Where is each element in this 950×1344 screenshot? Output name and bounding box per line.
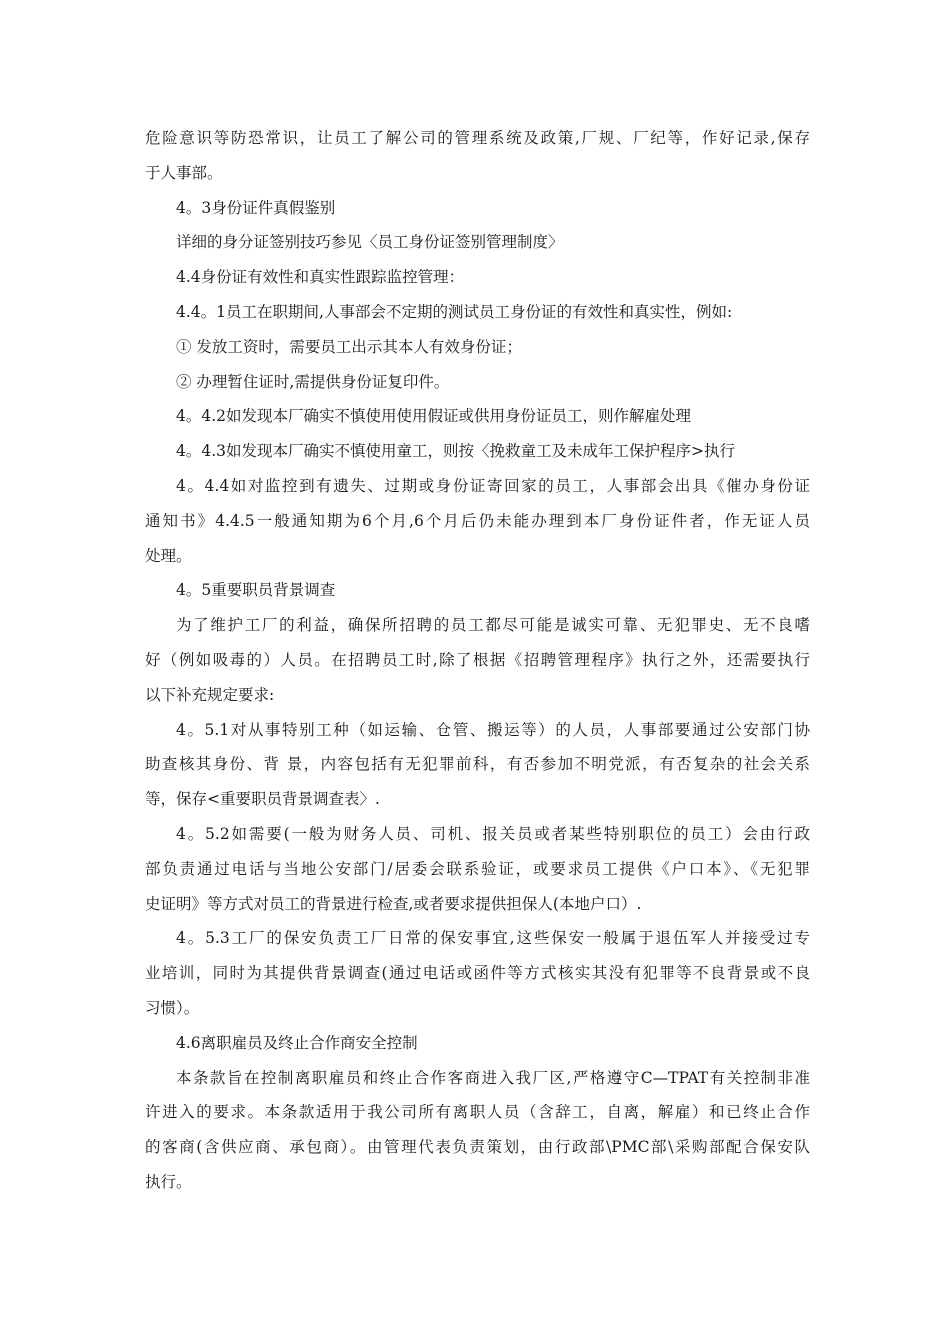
- text-line: 4。5.1对从事特别工种（如运输、仓管、搬运等）的人员，人事部要通过公安部门协: [176, 720, 810, 739]
- text-line: ① 发放工资时，需要员工出示其本人有效身份证；: [176, 337, 522, 356]
- text-line: 4。4.3如发现本厂确实不慎使用童工，则按〈挽救童工及未成年工保护程序>执行: [176, 442, 736, 461]
- text-line: 通知书》4.4.5一般通知期为6个月,6个月后仍未能办理到本厂身份证件者，作无证人员: [145, 511, 810, 530]
- text-line: 于人事部。: [145, 163, 223, 182]
- text-line: 好（例如吸毒的）人员。在招聘员工时,除了根据《招聘管理程序》执行之外，还需要执行: [145, 650, 810, 669]
- text-line: 助查核其身份、背 景，内容包括有无犯罪前科，有否参加不明党派，有否复杂的社会关系: [145, 755, 810, 774]
- text-line: 详细的身分证签别技巧参见〈员工身份证签别管理制度〉: [176, 233, 564, 252]
- text-line: 处理。: [145, 546, 192, 565]
- text-line: 执行。: [145, 1172, 192, 1191]
- text-line: 等，保存<重要职员背景调查表〉.: [145, 790, 380, 809]
- document-page: [145, 121, 810, 1200]
- text-line: 4.4身份证有效性和真实性跟踪监控管理：: [176, 268, 465, 287]
- text-line: 4。4.2如发现本厂确实不慎使用使用假证或供用身份证员工，则作解雇处理: [176, 407, 692, 426]
- text-line: 习惯）。: [145, 998, 200, 1017]
- text-line: 危险意识等防恐常识，让员工了解公司的管理系统及政策,厂规、厂纪等，作好记录,保存: [145, 129, 810, 147]
- text-line: 4.6离职雇员及终止合作商安全控制: [176, 1033, 418, 1052]
- text-line: 4。5.2如需要(一般为财务人员、司机、报关员或者某些特别职位的员工）会由行政: [176, 824, 810, 843]
- text-line: 4。5.3工厂的保安负责工厂日常的保安事宜,这些保安一般属于退伍军人并接受过专: [176, 929, 810, 948]
- text-line: 为了维护工厂的利益，确保所招聘的员工都尽可能是诚实可靠、无犯罪史、无不良嗜: [176, 616, 810, 635]
- text-line: 史证明》等方式对员工的背景进行检查,或者要求提供担保人(本地户口）.: [145, 894, 642, 913]
- text-line: 4。4.4如对监控到有遗失、过期或身份证寄回家的员工，人事部会出具《催办身份证: [176, 476, 810, 495]
- text-line: 4。3身份证件真假鉴别: [176, 198, 336, 217]
- text-line: 业培训，同时为其提供背景调查(通过电话或函件等方式核实其没有犯罪等不良背景或不良: [145, 964, 810, 983]
- text-line: 4。5重要职员背景调查: [176, 581, 336, 600]
- text-line: 本条款旨在控制离职雇员和终止合作客商进入我厂区,严格遵守C—TPAT有关控制非准: [176, 1068, 810, 1087]
- text-line: 部负责通过电话与当地公安部门/居委会联系验证，或要求员工提供《户口本》、《无犯罪: [145, 859, 810, 878]
- text-line: ② 办理暂住证时,需提供身份证复印件。: [176, 372, 450, 391]
- text-line: 4.4。1员工在职期间,人事部会不定期的测试员工身份证的有效性和真实性，例如:: [176, 302, 733, 321]
- text-line: 的客商(含供应商、承包商）。由管理代表负责策划，由行政部\PMC部\采购部配合保安队: [145, 1138, 810, 1157]
- text-line: 许进入的要求。本条款适用于我公司所有离职人员（含辞工，自离，解雇）和已终止合作: [145, 1103, 810, 1122]
- text-line: 以下补充规定要求:: [145, 685, 275, 704]
